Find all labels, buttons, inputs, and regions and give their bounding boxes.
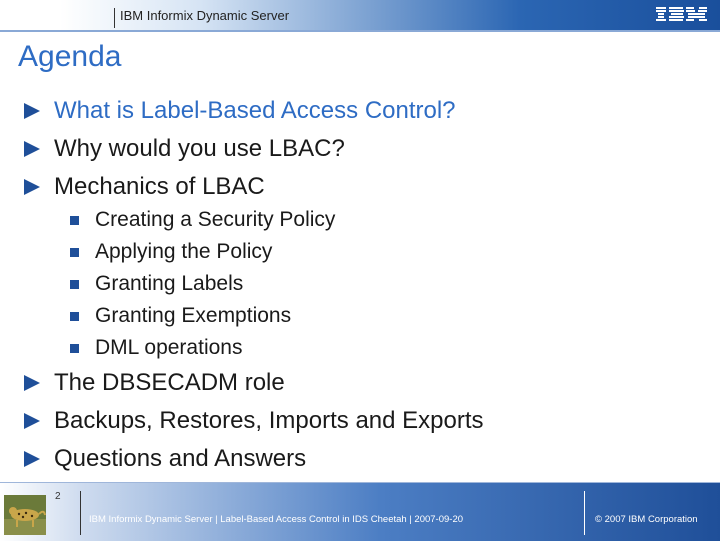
agenda-item-label: What is Label-Based Access Control? bbox=[54, 97, 456, 124]
agenda-subitem-label: Granting Exemptions bbox=[95, 304, 292, 327]
agenda-subitem bbox=[22, 300, 702, 332]
slide-footer bbox=[0, 482, 720, 541]
agenda-item bbox=[22, 168, 702, 206]
agenda-item-label: Backups, Restores, Imports and Exports bbox=[54, 407, 484, 434]
agenda-subitem-label: DML operations bbox=[95, 336, 243, 359]
square-bullet-icon bbox=[68, 310, 95, 322]
square-bullet-icon bbox=[68, 278, 95, 290]
agenda-item-label: Why would you use LBAC? bbox=[54, 135, 345, 162]
triangle-arrow-icon bbox=[22, 449, 54, 469]
cheetah-thumbnail-icon bbox=[4, 495, 46, 535]
triangle-arrow-icon bbox=[22, 101, 54, 121]
agenda-item-label: The DBSECADM role bbox=[54, 369, 285, 396]
triangle-arrow-icon bbox=[22, 139, 54, 159]
footer-divider bbox=[80, 491, 81, 535]
agenda-subitem-label: Creating a Security Policy bbox=[95, 208, 336, 231]
square-bullet-icon bbox=[68, 214, 95, 226]
square-bullet-icon bbox=[68, 342, 95, 354]
header-bar bbox=[0, 0, 720, 30]
page-number: 2 bbox=[55, 491, 61, 502]
triangle-arrow-icon bbox=[22, 373, 54, 393]
header-product-name: IBM Informix Dynamic Server bbox=[120, 8, 290, 23]
ibm-logo-icon bbox=[654, 4, 710, 24]
agenda-list bbox=[22, 92, 702, 478]
agenda-subitem-label: Granting Labels bbox=[95, 272, 244, 295]
header-rule bbox=[0, 30, 720, 32]
triangle-arrow-icon bbox=[22, 177, 54, 197]
footer-text: IBM Informix Dynamic Server | Label-Based Access Control in IDS Cheetah | 2007-09-20 bbox=[89, 514, 464, 525]
agenda-subitem bbox=[22, 268, 702, 300]
agenda-item bbox=[22, 130, 702, 168]
agenda-subitem bbox=[22, 236, 702, 268]
agenda-item bbox=[22, 402, 702, 440]
agenda-subitems bbox=[22, 204, 702, 364]
agenda-subitem bbox=[22, 204, 702, 236]
triangle-arrow-icon bbox=[22, 411, 54, 431]
header-divider bbox=[114, 8, 115, 28]
agenda-subitem-label: Applying the Policy bbox=[95, 240, 273, 263]
agenda-item bbox=[22, 364, 702, 402]
agenda-item-label: Questions and Answers bbox=[54, 445, 307, 472]
agenda-item bbox=[22, 92, 702, 130]
copyright-text: © 2007 IBM Corporation bbox=[595, 514, 698, 525]
slide-title: Agenda bbox=[18, 40, 122, 73]
agenda-item-label: Mechanics of LBAC bbox=[54, 173, 265, 200]
agenda-item bbox=[22, 440, 702, 478]
square-bullet-icon bbox=[68, 246, 95, 258]
agenda-subitem bbox=[22, 332, 702, 364]
footer-divider-right bbox=[584, 491, 585, 535]
